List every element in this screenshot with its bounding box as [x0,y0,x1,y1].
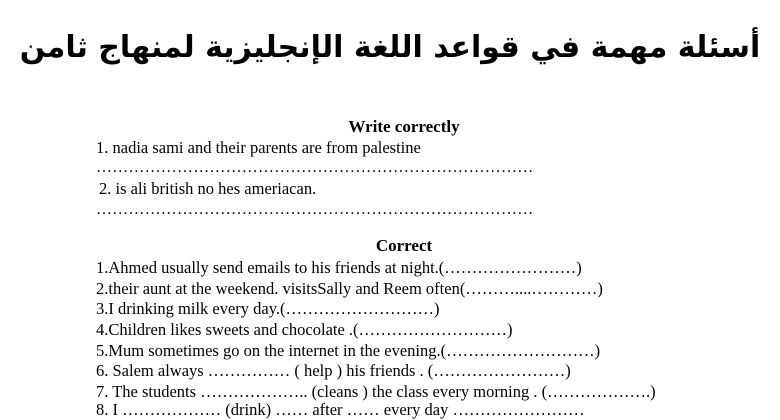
correct-item-2: 2.their aunt at the weekend. visitsSally and Reem often(………....…………) [96,279,603,298]
correct-item-4: 4.Children likes sweets and chocolate .(………………………) [96,320,513,339]
write-item-2: 2. is ali british no hes ameriacan. [99,179,317,198]
write-correctly-heading: Write correctly [348,117,460,136]
correct-item-6: 6. Salem always …………… ( help ) his friends . (……………………) [96,361,571,380]
answer-line-1: ……………………………………………………………………… [96,159,534,176]
correct-heading: Correct [375,236,433,255]
correct-item-3: 3.I drinking milk every day.(………………………) [96,299,440,318]
correct-item-8: 8. I ……………… (drink) …… after …… every day …………………… [96,400,585,419]
correct-item-1: 1.Ahmed usually send emails to his friends at night.(……………………) [96,258,582,277]
correct-item-7: 7. The students ……………….. (cleans ) the class every morning . (……………….) [96,382,656,401]
answer-line-2: ……………………………………………………………………… [96,201,534,218]
page-title: أسئلة مهمة في قواعد اللغة الإنجليزية لمنهاج ثامن [19,30,761,65]
correct-item-5: 5.Mum sometimes go on the internet in the evening.(………………………) [96,341,601,360]
write-item-1: 1. nadia sami and their parents are from palestine [96,138,421,157]
